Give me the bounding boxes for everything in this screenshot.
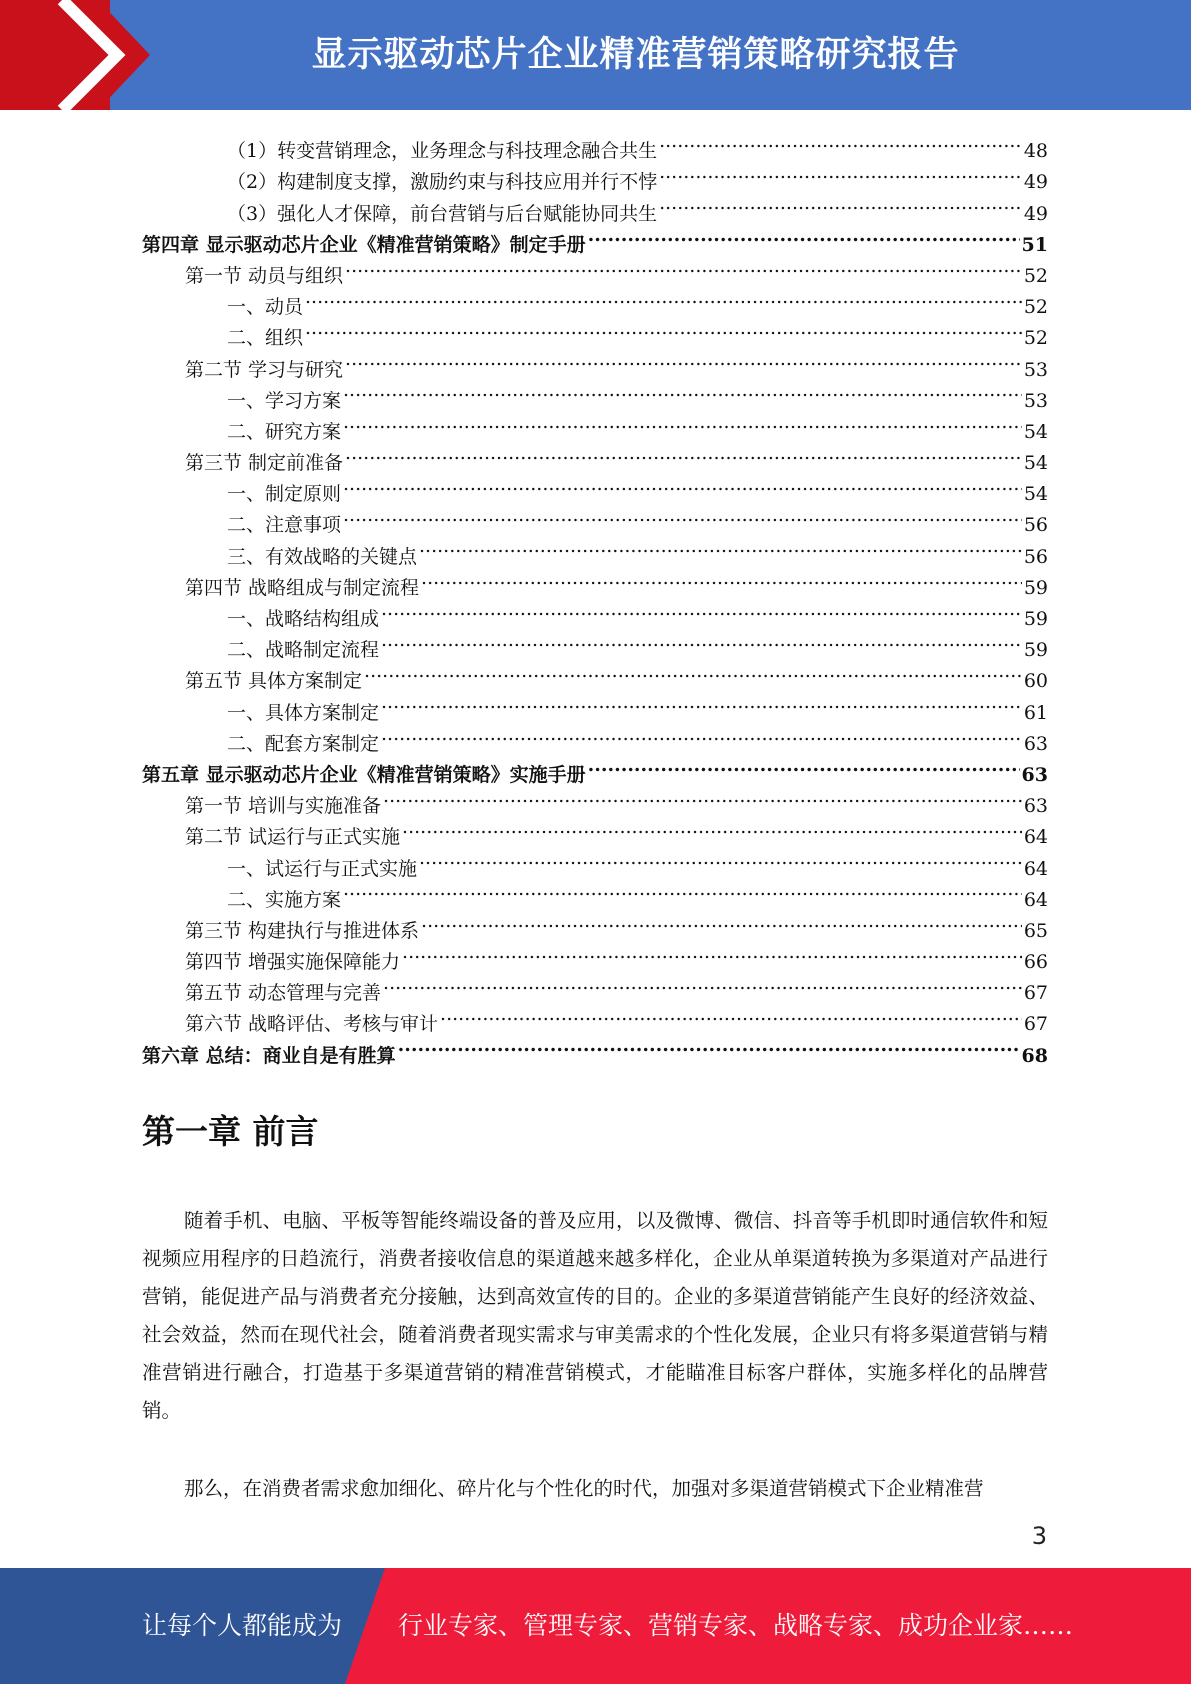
toc-entry[interactable] [142, 220, 1048, 256]
toc-dot-leader [345, 438, 1022, 469]
toc-entry-label: 一、具体方案制定 [227, 701, 380, 724]
toc-entry-page: 56 [1023, 514, 1048, 537]
toc-entry-page: 49 [1023, 202, 1048, 225]
toc-entry[interactable] [142, 376, 1048, 412]
toc-entry-label: 二、实施方案 [227, 888, 342, 911]
header-chevron-icon [0, 0, 150, 110]
toc-entry-page: 64 [1023, 857, 1048, 880]
toc-entry-label: 第一节 培训与实施准备 [185, 795, 382, 818]
toc-entry-label: 第五节 动态管理与完善 [185, 982, 382, 1005]
toc-entry-page: 54 [1023, 420, 1048, 443]
toc-entry-page: 52 [1023, 327, 1048, 350]
toc-entry-label: 一、战略结构组成 [227, 608, 380, 630]
toc-entry-page: 49 [1023, 171, 1048, 194]
toc-entry-label: 第四节 战略组成与制定流程 [185, 576, 420, 599]
page-footer [0, 1568, 1191, 1684]
toc-entry-label: 二、研究方案 [227, 420, 342, 443]
toc-dot-leader [305, 313, 1022, 344]
toc-entry[interactable] [142, 251, 1048, 287]
toc-dot-leader [659, 188, 1022, 219]
toc-entry-page: 53 [1023, 389, 1048, 412]
body-paragraph: 那么，在消费者需求愈加细化、碎片化与个性化的时代，加强对多渠道营销模式下企业精准营 [184, 1477, 984, 1500]
toc-entry[interactable] [142, 407, 1048, 443]
toc-entry[interactable] [142, 282, 1048, 319]
header-title: 显示驱动芯片企业精准营销策略研究报告 [311, 35, 960, 75]
toc-entry-label: （3）强化人才保障，前台营销与后台赋能协同共生 [227, 202, 658, 225]
toc-entry-page: 65 [1023, 919, 1048, 942]
toc-entry[interactable] [142, 750, 1048, 786]
toc-entry-label: 一、学习方案 [227, 389, 342, 412]
toc-entry[interactable] [142, 1030, 1048, 1067]
toc-dot-leader [381, 625, 1022, 656]
toc-dot-leader [345, 344, 1022, 375]
body-paragraph: 随着手机、电脑、平板等智能终端设备的普及应用，以及微博、微信、抖音等手机即时通信软件和短视频应用程序的日趋流行，消费者接收信息的渠道越来越多样化，企业从单渠道转换为多渠道对产品进行营销，能促进产品与消费者充分接触，达到高效宣传的目的。企业的多渠道营销能产生良好的经济效益、社会效益，然而在现代社会，随着消费者现实需求与审美需求的个性化发展，企业只有将多渠道营销与精准营销进行融合，打造基于多渠道营销的精准营销模式，才能瞄准目标客户群体，实施多样化的品牌营销。 [142, 1209, 1048, 1422]
toc-dot-leader [305, 282, 1022, 313]
toc-dot-leader [343, 875, 1022, 906]
toc-entry-page: 51 [1021, 233, 1048, 256]
toc-entry[interactable] [142, 937, 1048, 974]
toc-entry-page: 48 [1023, 140, 1048, 163]
toc-dot-leader [383, 968, 1022, 999]
toc-dot-leader [381, 719, 1022, 750]
toc-dot-leader [381, 687, 1022, 718]
toc-entry-page: 60 [1023, 670, 1048, 693]
toc-entry-label: 第四章 显示驱动芯片企业《精准营销策略》制定手册 [142, 233, 586, 256]
toc-dot-leader [383, 781, 1022, 812]
toc-entry-page: 59 [1023, 639, 1048, 662]
toc-entry[interactable] [142, 843, 1048, 880]
toc-entry-page: 52 [1023, 264, 1048, 287]
toc-entry-page: 64 [1023, 826, 1048, 849]
toc-entry-page: 63 [1023, 795, 1048, 818]
toc-dot-leader [343, 469, 1022, 500]
footer-slogan-left: 让每个人都能成为 [142, 1611, 343, 1640]
toc-entry[interactable] [142, 968, 1048, 1005]
toc-entry-label: 第六节 战略评估、考核与审计 [185, 1013, 439, 1036]
toc-entry[interactable] [142, 126, 1048, 163]
toc-entry[interactable] [142, 875, 1048, 911]
toc-dot-leader [402, 812, 1022, 843]
toc-dot-leader [421, 906, 1022, 937]
toc-entry-label: 一、动员 [227, 296, 304, 319]
toc-dot-leader [364, 656, 1022, 687]
toc-entry[interactable] [142, 594, 1048, 630]
footer-slogan-right: 行业专家、管理专家、营销专家、战略专家、成功企业家…… [398, 1611, 1074, 1640]
chapter-title: 第一章 前言 [142, 1112, 319, 1151]
toc-entry[interactable] [142, 812, 1048, 849]
toc-entry-label: 一、制定原则 [227, 483, 342, 506]
toc-dot-leader [343, 407, 1022, 438]
toc-entry[interactable] [142, 157, 1048, 194]
toc-entry-label: （2）构建制度支撑，激励约束与科技应用并行不悖 [227, 171, 658, 194]
toc-entry[interactable] [142, 999, 1048, 1036]
toc-entry-page: 52 [1023, 296, 1048, 319]
toc-entry-page: 61 [1023, 701, 1048, 724]
toc-entry[interactable] [142, 656, 1048, 693]
toc-entry-label: 二、配套方案制定 [227, 732, 380, 755]
toc-entry-page: 63 [1021, 763, 1048, 786]
toc-dot-leader [421, 563, 1022, 594]
toc-entry-page: 68 [1021, 1044, 1048, 1067]
toc-dot-leader [419, 531, 1022, 562]
toc-entry[interactable] [142, 313, 1048, 350]
toc-entry-label: 第四节 增强实施保障能力 [185, 951, 401, 974]
toc-entry-label: 第三节 构建执行与推进体系 [185, 919, 420, 942]
toc-entry-label: 第六章 总结：商业自是有胜算 [142, 1044, 396, 1067]
toc-entry[interactable] [142, 500, 1048, 537]
toc-entry[interactable] [142, 469, 1048, 506]
toc-entry[interactable] [142, 906, 1048, 942]
toc-entry-page: 66 [1023, 951, 1048, 974]
toc-entry-page: 59 [1023, 608, 1048, 630]
toc-entry[interactable] [142, 531, 1048, 568]
toc-entry-label: 二、战略制定流程 [227, 639, 380, 662]
toc-dot-leader [343, 376, 1022, 407]
toc-entry[interactable] [142, 188, 1048, 225]
toc-entry-page: 54 [1023, 483, 1048, 506]
toc-dot-leader [398, 1030, 1020, 1061]
toc-entry-page: 53 [1023, 358, 1048, 381]
toc-entry[interactable] [142, 344, 1048, 381]
table-of-contents [142, 126, 1048, 1067]
toc-entry-label: 第一节 动员与组织 [185, 264, 344, 287]
toc-entry[interactable] [142, 625, 1048, 662]
toc-entry[interactable] [142, 719, 1048, 755]
toc-entry-page: 67 [1023, 1013, 1048, 1036]
toc-dot-leader [659, 157, 1022, 188]
toc-dot-leader [588, 220, 1020, 251]
toc-dot-leader [345, 251, 1022, 282]
toc-entry-page: 54 [1023, 452, 1048, 475]
toc-dot-leader [343, 500, 1022, 531]
toc-entry-page: 67 [1023, 982, 1048, 1005]
toc-dot-leader [402, 937, 1022, 968]
toc-entry-label: 第五章 显示驱动芯片企业《精准营销策略》实施手册 [142, 763, 586, 786]
toc-entry-page: 56 [1023, 545, 1048, 568]
toc-dot-leader [381, 594, 1022, 625]
page-header [0, 0, 1191, 110]
toc-entry-label: 二、注意事项 [227, 514, 342, 537]
toc-entry-label: 一、试运行与正式实施 [227, 857, 418, 880]
toc-entry[interactable] [142, 438, 1048, 475]
toc-entry-label: （1）转变营销理念，业务理念与科技理念融合共生 [227, 140, 658, 163]
toc-entry-label: 二、组织 [227, 327, 304, 350]
toc-dot-leader [659, 126, 1022, 157]
toc-entry-page: 64 [1023, 888, 1048, 911]
toc-entry[interactable] [142, 687, 1048, 724]
toc-dot-leader [419, 843, 1022, 874]
page-number: 3 [1031, 1522, 1047, 1550]
toc-entry-label: 第二节 试运行与正式实施 [185, 826, 401, 849]
toc-entry-label: 第三节 制定前准备 [185, 452, 344, 475]
toc-entry-label: 三、有效战略的关键点 [227, 545, 418, 568]
toc-entry[interactable] [142, 781, 1048, 818]
toc-entry-page: 59 [1023, 576, 1048, 599]
toc-dot-leader [440, 999, 1022, 1030]
toc-dot-leader [588, 750, 1020, 781]
toc-entry-label: 第五节 具体方案制定 [185, 670, 363, 693]
toc-entry-label: 第二节 学习与研究 [185, 358, 344, 381]
toc-entry-page: 63 [1023, 732, 1048, 755]
toc-entry[interactable] [142, 563, 1048, 599]
